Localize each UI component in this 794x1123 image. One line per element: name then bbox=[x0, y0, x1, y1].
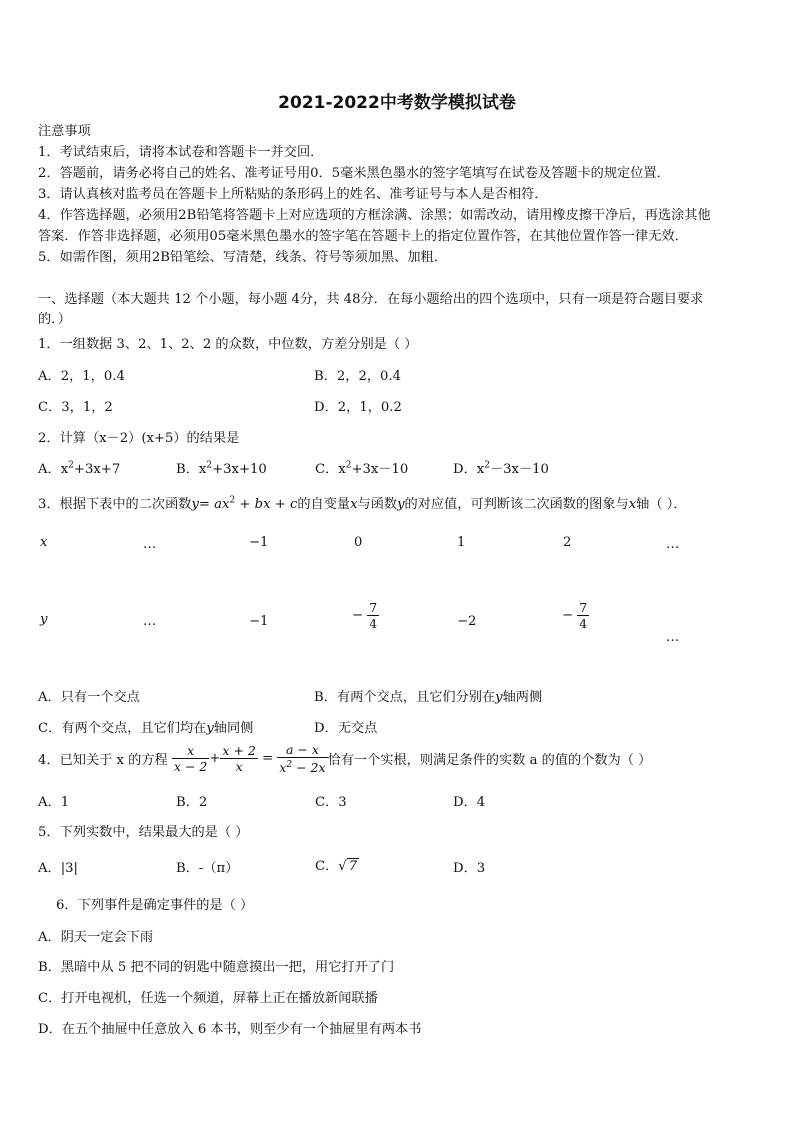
q4-stem: 4．已知关于 x 的方程 $\frac{x}{x - 2}$ + $\frac{x + 2}{x}$ = $\frac{a - x}{x^2 - 2x}$ 恰有一个实根，则满足条件的实数 a 的值的个数为（ ） bbox=[38, 742, 652, 776]
q2-option-b: B．$x^2+3x+10$ bbox=[176, 460, 267, 477]
table-cell: 2 bbox=[563, 535, 572, 550]
page-title: 2021-2022中考数学模拟试卷 bbox=[278, 93, 516, 113]
q2-option-c: C．$x^2+3x-10$ bbox=[315, 460, 409, 477]
table-label-y: y bbox=[40, 612, 48, 627]
q3-stem: 3．根据下表中的二次函数$y= ax^2$ + bx + c的自变量x与函数y的对应值，可判断该二次函数的图象与x轴（ ）． bbox=[38, 495, 687, 512]
q4-option-b: B．2 bbox=[176, 795, 208, 810]
notice-item: 4．作答选择题，必须用2B铅笔将答题卡上对应选项的方框涂满、涂黑；如需改动，请用橡皮擦干净后，再选涂其他 bbox=[38, 208, 711, 223]
q3-option-c: C．有两个交点，且它们均在y轴同侧 bbox=[38, 721, 254, 736]
table-cell: 1 bbox=[457, 535, 466, 550]
q6-option-d: D．在五个抽屉中任意放入 6 本书，则至少有一个抽屉里有两本书 bbox=[38, 1022, 422, 1037]
q1-option-a: A．2，1，0.4 bbox=[38, 369, 125, 384]
table-cell: … bbox=[666, 537, 680, 552]
section-heading-line2: 的．） bbox=[38, 312, 71, 327]
notice-item: 3．请认真核对监考员在答题卡上所粘贴的条形码上的姓名、准考证号与本人是否相符． bbox=[38, 187, 548, 202]
q4-fraction-2: $\frac{x + 2}{x}$ bbox=[222, 743, 256, 775]
notice-item: 答案．作答非选择题，必须用05毫米黑色墨水的签字笔在答题卡上的指定位置作答，在其他位置作答一律无效． bbox=[38, 229, 688, 244]
table-cell-fraction: − $\frac{7}{4}$ bbox=[352, 600, 378, 631]
q6-option-a: A．阴天一定会下雨 bbox=[38, 930, 154, 945]
q3-option-d: D．无交点 bbox=[314, 721, 378, 736]
sqrt-symbol: √ 7 bbox=[338, 859, 358, 874]
q3-option-b: B．有两个交点，且它们分别在y轴两侧 bbox=[314, 690, 543, 705]
section-heading-line1: 一、选择题（本大题共 12 个小题，每小题 4分，共 48分．在每小题给出的四个选项中，只有一项是符合题目要求 bbox=[38, 292, 704, 307]
table-cell-fraction: − $\frac{7}{4}$ bbox=[562, 600, 588, 631]
q5-option-b: B．-（π） bbox=[176, 861, 239, 876]
table-label-x: x bbox=[40, 535, 48, 550]
table-cell: … bbox=[143, 537, 157, 552]
q6-option-c: C．打开电视机，任选一个频道，屏幕上正在播放新闻联播 bbox=[38, 991, 378, 1006]
q4-fraction-1: $\frac{x}{x - 2}$ bbox=[173, 743, 208, 775]
q3-option-a: A．只有一个交点 bbox=[38, 690, 140, 705]
notice-item: 5．如需作图，须用2B铅笔绘、写清楚，线条、符号等须加黑、加粗． bbox=[38, 250, 447, 265]
q1-stem: 1．一组数据 3、2、1、2、2 的众数，中位数，方差分别是（ ） bbox=[38, 337, 418, 352]
q5-option-c: C．√ 7 bbox=[315, 859, 358, 874]
table-cell: −1 bbox=[249, 614, 269, 629]
notice-item: 1．考试结束后，请将本试卷和答题卡一并交回． bbox=[38, 145, 324, 160]
q6-option-b: B．黑暗中从 5 把不同的钥匙中随意摸出一把，用它打开了门 bbox=[38, 960, 395, 975]
q6-stem: 6．下列事件是确定事件的是（ ） bbox=[56, 898, 254, 913]
q1-option-b: B．2，2，0.4 bbox=[314, 369, 402, 384]
q4-option-d: D．4 bbox=[453, 795, 486, 810]
q1-option-d: D．2，1，0.2 bbox=[314, 400, 402, 415]
q5-stem: 5．下列实数中，结果最大的是（ ） bbox=[38, 825, 249, 840]
q4-option-c: C．3 bbox=[315, 795, 347, 810]
q5-option-a: A．|3| bbox=[38, 861, 78, 876]
q5-option-d: D．3 bbox=[453, 861, 486, 876]
table-cell: … bbox=[666, 630, 680, 645]
table-cell: −2 bbox=[457, 614, 477, 629]
q2-option-a: A．$x^2+3x+7$ bbox=[38, 460, 121, 477]
table-cell: … bbox=[143, 614, 157, 629]
notice-heading: 注意事项 bbox=[38, 124, 91, 139]
q2-option-d: D．$x^2-3x-10$ bbox=[453, 460, 549, 477]
q1-option-c: C．3，1，2 bbox=[38, 400, 113, 415]
table-cell: −1 bbox=[249, 535, 269, 550]
q4-fraction-3: $\frac{a - x}{x^2 - 2x}$ bbox=[279, 742, 326, 776]
notice-item: 2．答题前，请务必将自己的姓名、准考证号用0．5毫米黑色墨水的签字笔填写在试卷及答题卡的规定位置． bbox=[38, 166, 670, 181]
table-cell: 0 bbox=[354, 535, 363, 550]
q2-stem: 2．计算（x－2）(x+5）的结果是 bbox=[38, 431, 240, 446]
q4-option-a: A．1 bbox=[38, 795, 70, 810]
